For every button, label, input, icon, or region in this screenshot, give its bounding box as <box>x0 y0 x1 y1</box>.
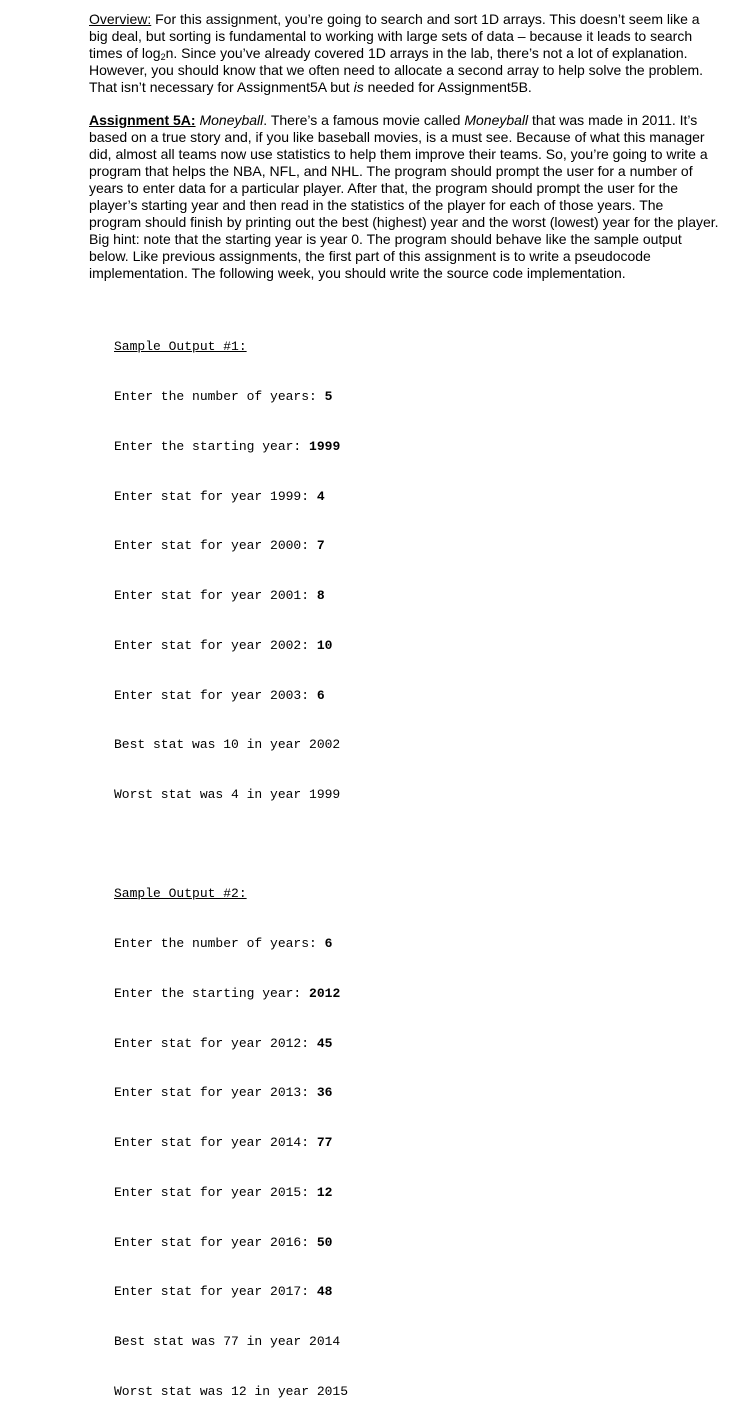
sample-prompt: Enter stat for year 2016: <box>114 1234 317 1250</box>
sample-line <box>114 936 719 953</box>
log-subscript: 2 <box>160 52 166 62</box>
sample-line <box>114 489 719 506</box>
sample-prompt: Enter stat for year 2015: <box>114 1184 317 1200</box>
sample-prompt: Enter stat for year 1999: <box>114 488 317 504</box>
sample-line <box>114 588 719 605</box>
sample-line <box>114 1384 719 1401</box>
sample-prompt: Enter stat for year 2001: <box>114 588 317 604</box>
sample-prompt: Enter stat for year 2002: <box>114 637 317 653</box>
sample-input-value: 5 <box>324 388 333 404</box>
sample-input-value: 6 <box>316 687 325 703</box>
overview-text-1: For this assignment, you’re going to search and sort 1D arrays. This doesn’t seem like a big deal, but sorting is fundamental to working with large sets of data – because it leads to search times of log <box>89 11 700 61</box>
assignment-movie-title-inline: Moneyball <box>464 112 529 128</box>
sample-prompt: Enter stat for year 2013: <box>114 1085 317 1101</box>
sample-prompt: Enter the number of years: <box>114 935 325 951</box>
sample-line <box>114 1185 719 1202</box>
overview-emphasis: is <box>353 79 364 95</box>
sample-line <box>114 638 719 655</box>
sample-output-2 <box>114 853 719 1410</box>
sample-input-value: 8 <box>316 588 325 604</box>
sample-line <box>114 1284 719 1301</box>
sample-line <box>114 389 719 406</box>
sample-line <box>114 688 719 705</box>
sample-prompt: Enter stat for year 2000: <box>114 538 317 554</box>
sample-line <box>114 1135 719 1152</box>
sample-input-value: 50 <box>316 1234 333 1250</box>
sample-result: Best stat was 10 in year 2002 <box>114 737 341 753</box>
overview-text-2: n. Since you’ve already covered 1D arrays in the lab, there’s not a lot of explanation. However, you should know that we often need to allocate a second array to help solve the problem. That isn’t necessary for Assignment5A but <box>89 45 704 95</box>
assignment-heading: Assignment 5A: <box>89 112 196 128</box>
sample-line <box>114 1036 719 1053</box>
overview-text-3: needed for Assignment5B. <box>363 79 532 95</box>
sample-input-value: 7 <box>316 538 325 554</box>
assignment-paragraph: Assignment 5A: Moneyball. There’s a famous movie called Moneyball that was made in 2011. It’s based on a true story and, if you like baseball movies, is a must see. Because of what this manager did, almost all teams now use statistics to help them improve their teams. So, you’re going to write a program that helps the NBA, NFL, and NHL. The program should prompt the user for a number of years to enter data for a particular player. After that, the program should prompt the user for the player’s starting year and then read in the statistics of the player for each of those years. The program should finish by printing out the best (highest) year and the worst (lowest) year for the player. Big hint: note that the starting year is year 0. The program should behave like the sample output below. Like previous assignments, the first part of this assignment is to write a pseudocode implementation. The following week, you should write the source code implementation. <box>89 112 719 281</box>
sample-input-value: 36 <box>316 1085 333 1101</box>
assignment-movie-title: Moneyball <box>199 112 264 128</box>
assignment-text-1: There’s a famous movie called <box>267 112 465 128</box>
sample-line <box>114 439 719 456</box>
sample-input-value: 45 <box>316 1035 333 1051</box>
sample-prompt: Enter the number of years: <box>114 388 325 404</box>
assignment-text-2: that was made in 2011. It’s based on a true story and, if you like baseball movies, is a must see. Because of what this manager did, almost all teams now use statistics to help them improve their teams. So, you’re going to write a program that helps the NBA, NFL, and NHL. The program should prompt the user for a number of years to enter data for a particular player. After that, the program should prompt the user for the player’s starting year and then read in the statistics of the player for each of those years. The program should finish by printing out the best (highest) year and the worst (lowest) year for the player. Big hint: note that the starting year is year 0. The program should behave like the sample output below. Like previous assignments, the first part of this assignment is to write a pseudocode implementation. The following week, you should write the source code implementation. <box>89 112 719 281</box>
sample-prompt: Enter stat for year 2012: <box>114 1035 317 1051</box>
sample-line <box>114 986 719 1003</box>
sample-result: Worst stat was 12 in year 2015 <box>114 1384 349 1399</box>
sample-result: Best stat was 77 in year 2014 <box>114 1334 341 1350</box>
sample-input-value: 77 <box>316 1135 333 1151</box>
sample-output-title: Sample Output #2: <box>114 886 247 902</box>
sample-input-value: 2012 <box>309 985 341 1001</box>
sample-input-value: 6 <box>324 935 333 951</box>
overview-heading: Overview: <box>89 11 152 27</box>
sample-input-value: 12 <box>316 1184 333 1200</box>
overview-paragraph <box>89 11 719 96</box>
sample-line <box>114 1334 719 1351</box>
sample-line <box>114 1085 719 1102</box>
sample-line <box>114 538 719 555</box>
sample-input-value: 1999 <box>309 438 341 454</box>
sample-output-title: Sample Output #1: <box>114 339 247 355</box>
sample-prompt: Enter the starting year: <box>114 438 310 454</box>
sample-result: Worst stat was 4 in year 1999 <box>114 787 341 803</box>
sample-prompt: Enter the starting year: <box>114 985 310 1001</box>
sample-prompt: Enter stat for year 2003: <box>114 687 317 703</box>
sample-line <box>114 1235 719 1252</box>
sample-line <box>114 787 719 804</box>
sample-input-value: 10 <box>316 637 333 653</box>
sample-prompt: Enter stat for year 2017: <box>114 1284 317 1300</box>
sample-output-1 <box>114 306 719 837</box>
document-page <box>89 11 719 1410</box>
sample-line <box>114 737 719 754</box>
sample-prompt: Enter stat for year 2014: <box>114 1135 317 1151</box>
sample-input-value: 48 <box>316 1284 333 1300</box>
sample-input-value: 4 <box>316 488 325 504</box>
